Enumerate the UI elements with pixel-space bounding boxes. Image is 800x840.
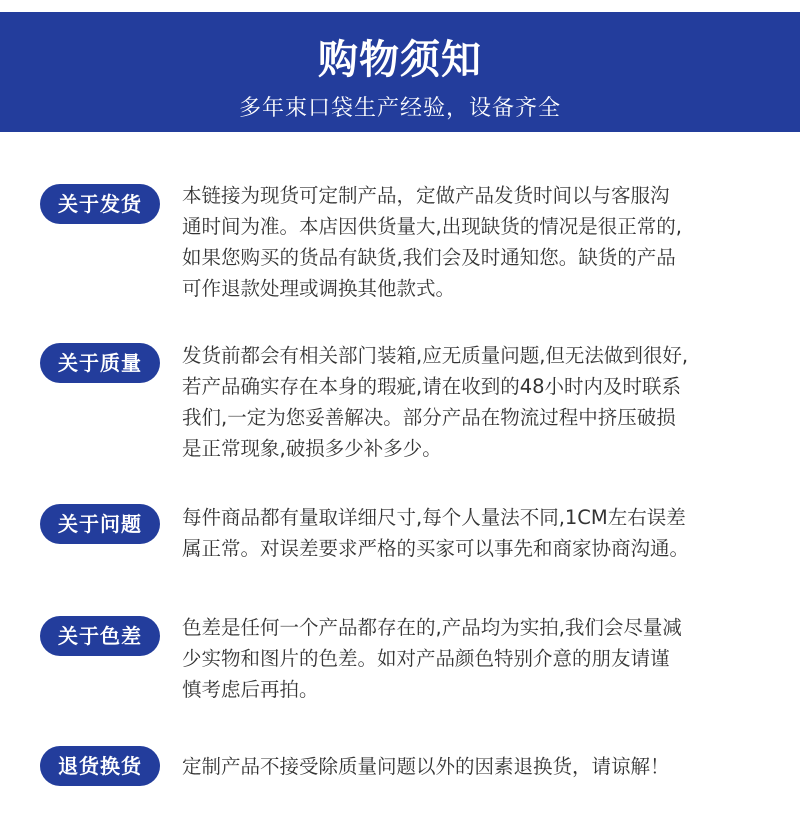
section-text: 发货前都会有相关部门装箱,应无质量问题,但无法做到很好, 若产品确实存在本身的瑕疵,请在收到的48小时内及时联系 我们,一定为您妥善解决。部分产品在物流过程中挤压破损 是正常现象,破损多少补多少。 <box>182 344 689 460</box>
section-text: 定制产品不接受除质量问题以外的因素退换货，请谅解！ <box>182 755 670 778</box>
section-text: 色差是任何一个产品都存在的,产品均为实拍,我们会尽量减 少实物和图片的色差。如对产品颜色特别介意的朋友请谨 慎考虑后再拍。 <box>182 616 682 701</box>
section-text: 每件商品都有量取详细尺寸,每个人量法不同,1CM左右误差 属正常。对误差要求严格的买家可以事先和商家协商沟通。 <box>182 506 690 560</box>
section-label-badge: 关于问题 <box>40 504 160 544</box>
page-title: 购物须知 <box>318 37 482 83</box>
section-label-badge: 关于发货 <box>40 184 160 224</box>
section-text: 本链接为现货可定制产品，定做产品发货时间以与客服沟 通时间为准。本店因供货量大,出现缺货的情况是很正常的, 如果您购买的货品有缺货,我们会及时通知您。缺货的产品 可作退款处理或调换其他款式。 <box>182 184 682 300</box>
section-label-badge: 关于质量 <box>40 343 160 383</box>
section-label-badge: 退货换货 <box>40 746 160 786</box>
page-subtitle: 多年束口袋生产经验，设备齐全 <box>238 96 561 121</box>
section-label-badge: 关于色差 <box>40 616 160 656</box>
header-banner <box>0 12 800 132</box>
